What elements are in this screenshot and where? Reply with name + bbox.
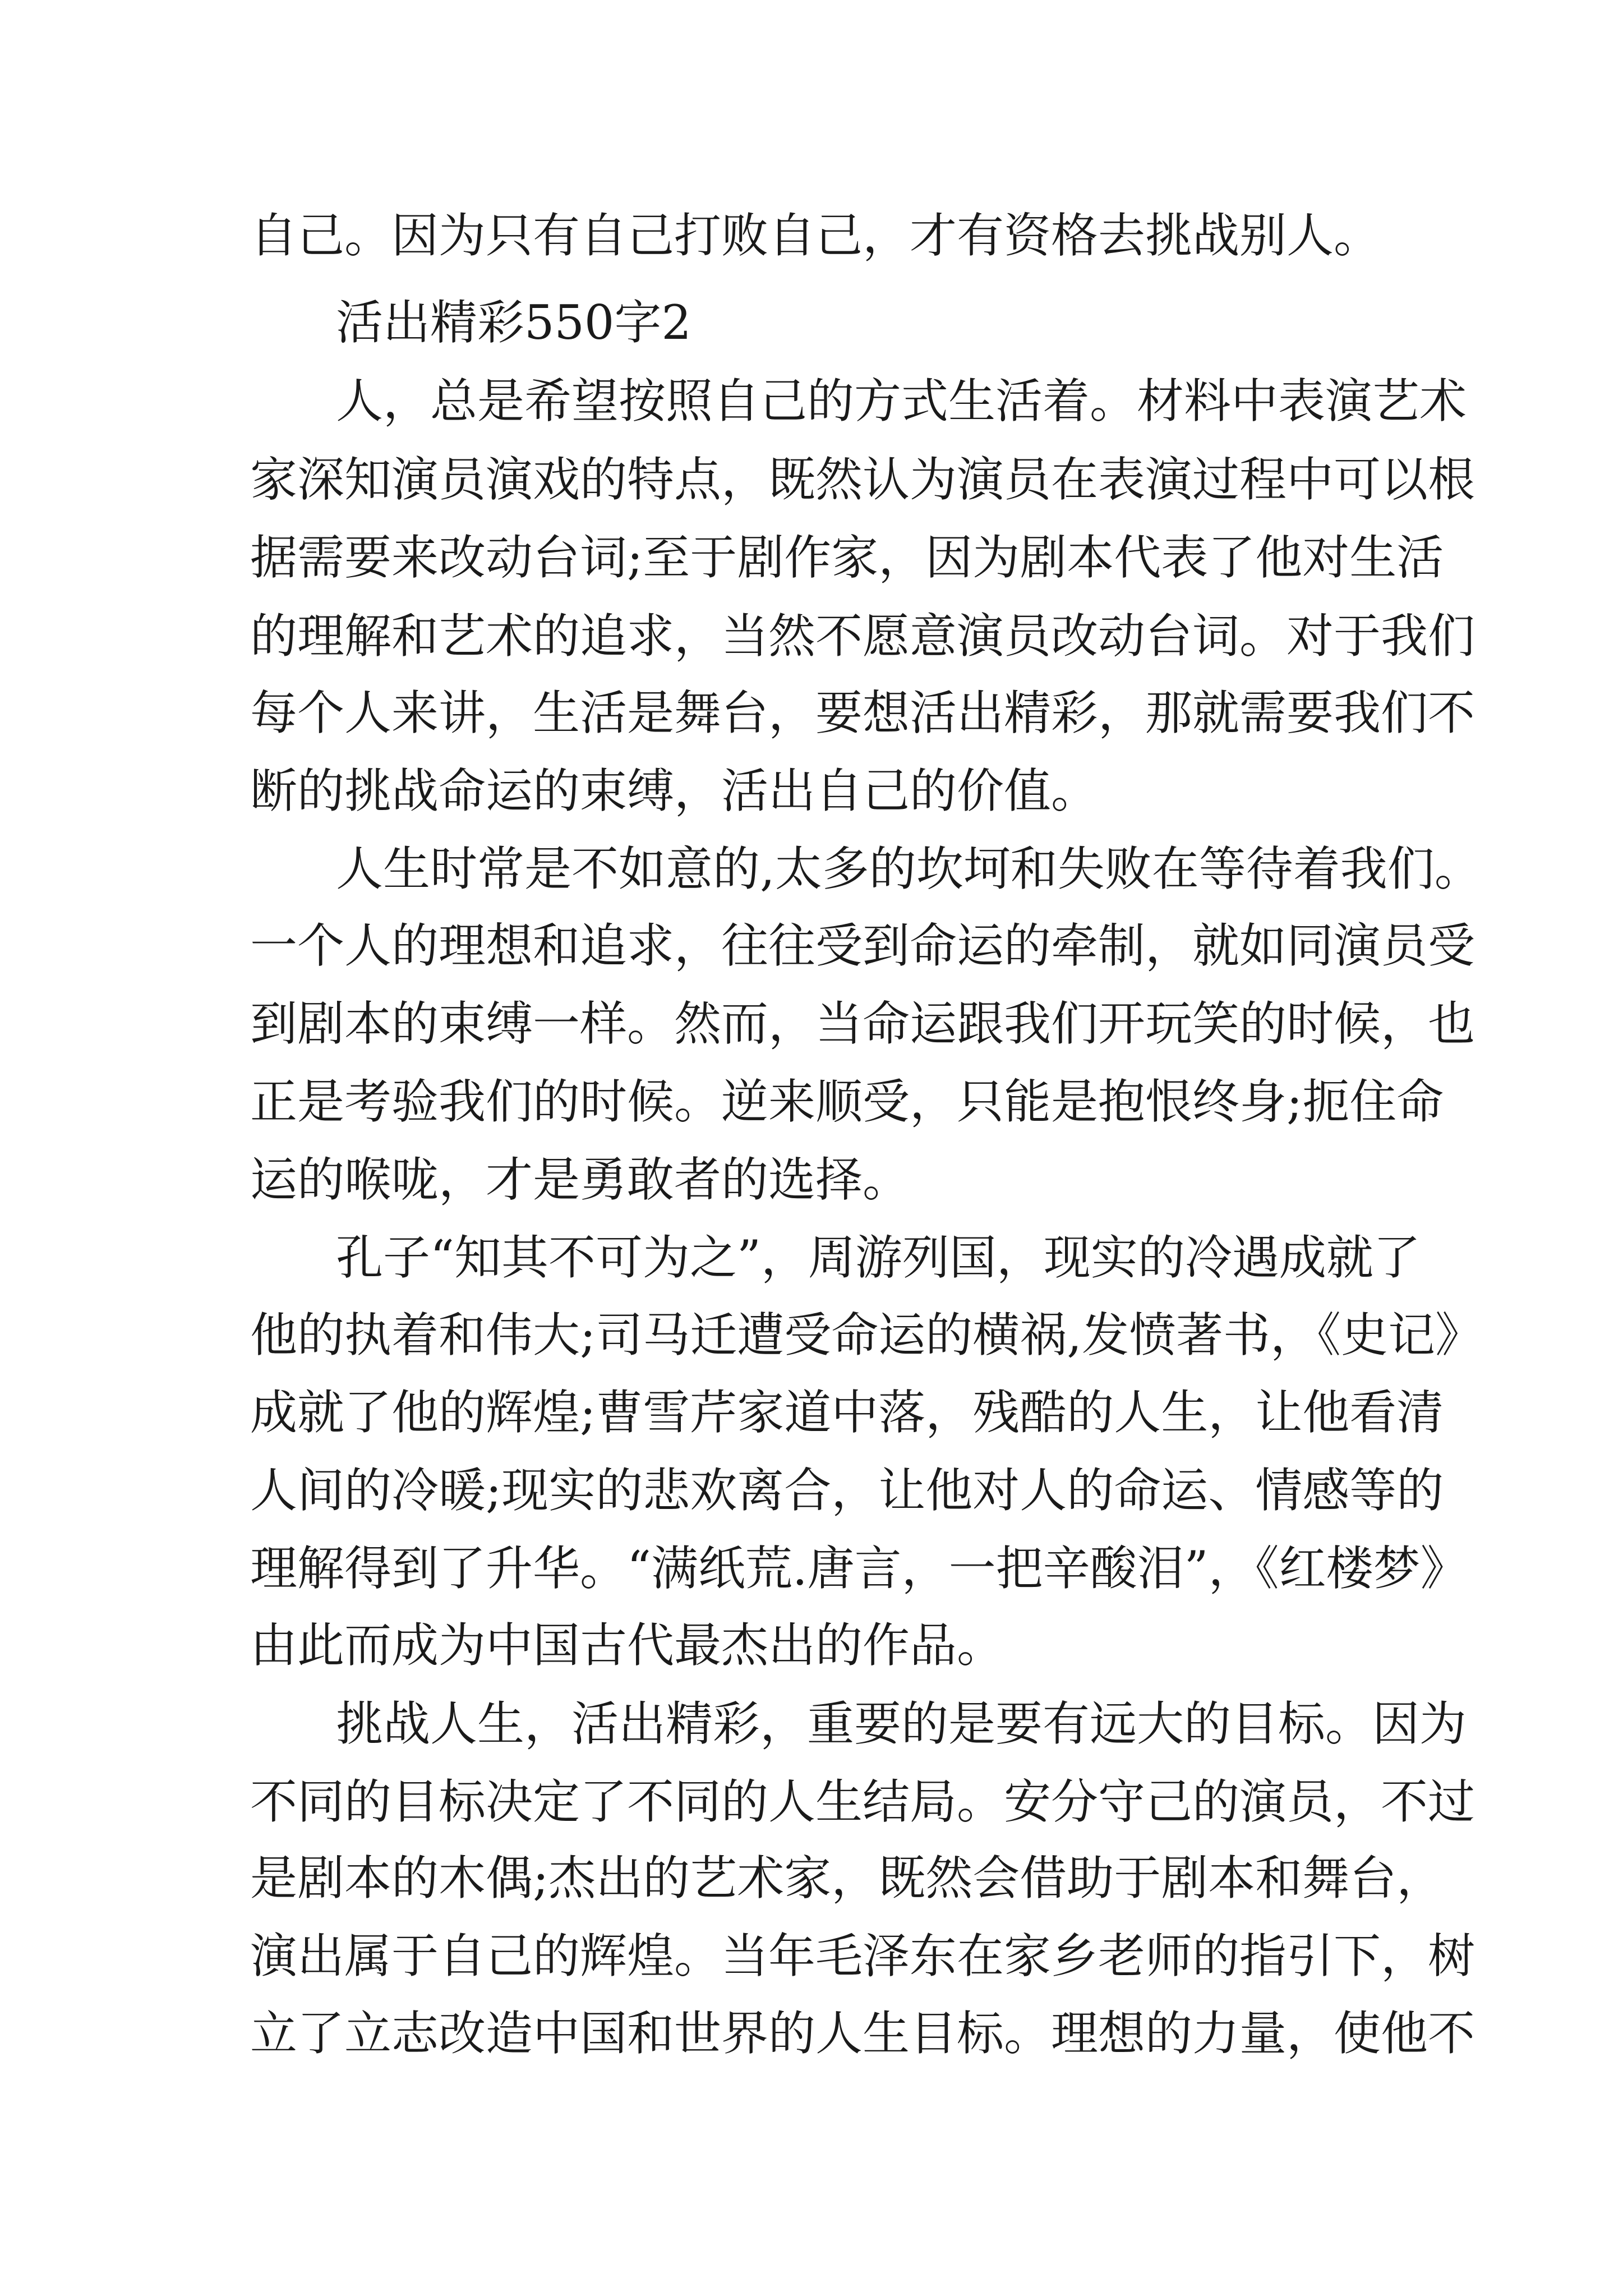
text-line: 自己。因为只有自己打败自己，才有资格去挑战别人。 <box>250 208 1381 263</box>
text-line: 断的挑战命运的束缚，活出自己的价值。 <box>250 763 1099 818</box>
text-line: 孔子“知其不可为之”，周游列国，现实的冷遇成就了 <box>336 1230 1421 1285</box>
text-line: 不同的目标决定了不同的人生结局。安分守己的演员，不过 <box>250 1774 1476 1829</box>
text-line: 的理解和艺术的追求，当然不愿意演员改动台词。对于我们 <box>250 609 1476 664</box>
text-line: 成就了他的辉煌;曹雪芹家道中落，残酷的人生，让他看清 <box>250 1385 1444 1440</box>
text-line: 他的执着和伟大;司马迁遭受命运的横祸,发愤著书，《史记》 <box>250 1308 1483 1363</box>
text-line: 人，总是希望按照自己的方式生活着。材料中表演艺术 <box>336 374 1467 429</box>
text-line: 立了立志改造中国和世界的人生目标。理想的力量，使他不 <box>250 2006 1476 2061</box>
text-line: 人生时常是不如意的,太多的坎坷和失败在等待着我们。 <box>336 841 1482 896</box>
text-line: 挑战人生，活出精彩，重要的是要有远大的目标。因为 <box>336 1696 1467 1751</box>
text-line: 人间的冷暖;现实的悲欢离合，让他对人的命运、情感等的 <box>250 1463 1444 1518</box>
text-line: 运的喉咙，才是勇敢者的选择。 <box>250 1152 910 1207</box>
text-line: 一个人的理想和追求，往往受到命运的牵制，就如同演员受 <box>250 918 1476 973</box>
text-line: 家深知演员演戏的特点，既然认为演员在表演过程中可以根 <box>250 452 1476 507</box>
section-heading: 活出精彩550字2 <box>336 295 691 350</box>
text-line: 演出属于自己的辉煌。当年毛泽东在家乡老师的指引下，树 <box>250 1929 1476 1984</box>
text-line: 到剧本的束缚一样。然而，当命运跟我们开玩笑的时候，也 <box>250 996 1476 1051</box>
text-line: 正是考验我们的时候。逆来顺受，只能是抱恨终身;扼住命 <box>250 1074 1444 1129</box>
text-line: 理解得到了升华。“满纸荒.唐言，一把辛酸泪”，《红楼梦》 <box>250 1541 1468 1596</box>
text-line: 由此而成为中国古代最杰出的作品。 <box>250 1618 1004 1673</box>
text-line: 是剧本的木偶;杰出的艺术家，既然会借助于剧本和舞台， <box>250 1851 1444 1906</box>
text-line: 据需要来改动台词;至于剧作家，因为剧本代表了他对生活 <box>250 530 1444 585</box>
text-line: 每个人来讲，生活是舞台，要想活出精彩，那就需要我们不 <box>250 685 1476 740</box>
